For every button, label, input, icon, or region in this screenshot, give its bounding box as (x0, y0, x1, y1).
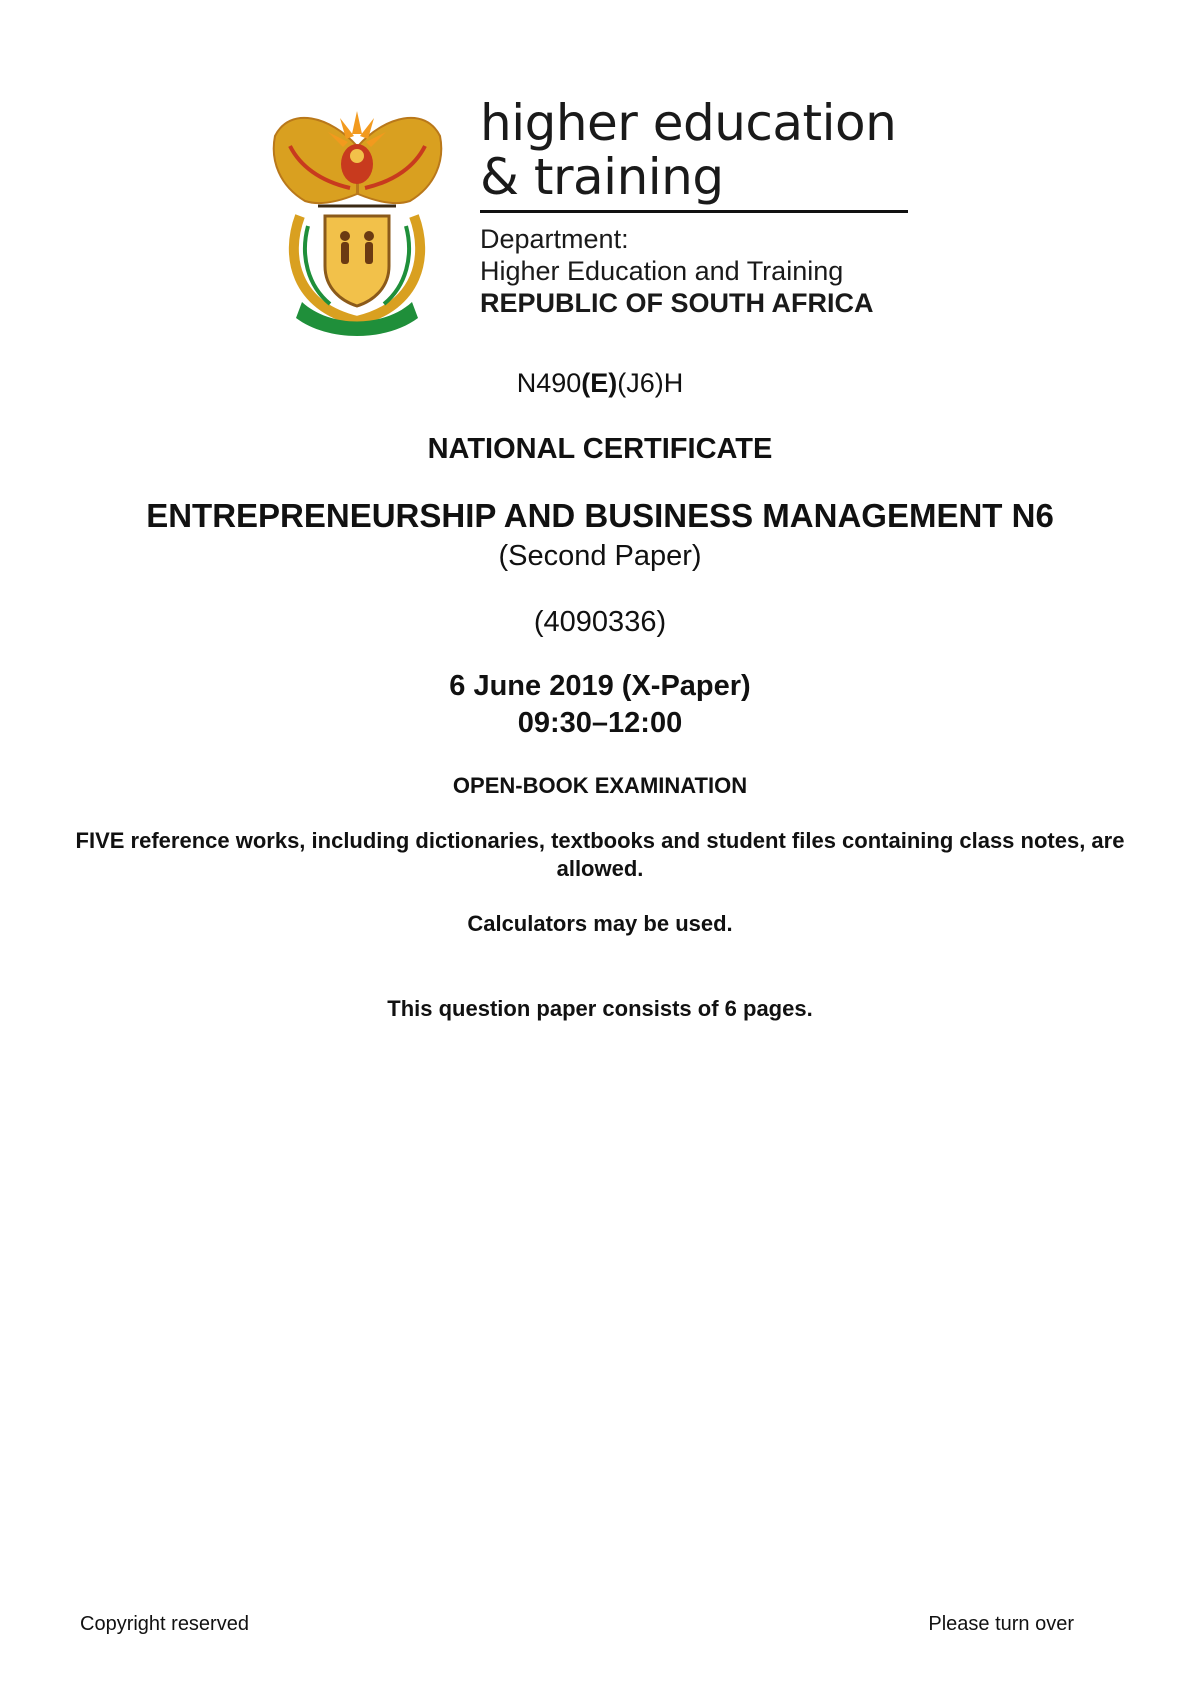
department-label: Department: (480, 224, 629, 254)
brand-text (480, 96, 910, 319)
brand-divider (480, 210, 908, 213)
paper-code-language: (E) (581, 368, 618, 398)
brand-line-2: & training (480, 148, 724, 206)
copyright-footer: Copyright reserved (80, 1613, 249, 1635)
subject-title: ENTREPRENEURSHIP AND BUSINESS MANAGEMENT N6 (146, 497, 1054, 534)
turn-over-footer: Please turn over (928, 1613, 1074, 1635)
certificate-title: NATIONAL CERTIFICATE (427, 433, 773, 465)
exam-time: 09:30–12:00 (517, 707, 683, 739)
country-name: REPUBLIC OF SOUTH AFRICA (480, 288, 874, 318)
coat-of-arms-logo (270, 106, 445, 336)
brand-line-1: higher education (480, 94, 897, 152)
paper-code (0, 366, 1200, 400)
reference-instructions: FIVE reference works, including dictionaries, textbooks and student files containing class notes, are allowed. (75, 828, 1125, 881)
department-name: Higher Education and Training (480, 256, 844, 286)
paper-label: (Second Paper) (498, 540, 702, 572)
page-count-note: This question paper consists of 6 pages. (387, 996, 813, 1021)
subject-number: (4090336) (533, 606, 667, 638)
exam-type: OPEN-BOOK EXAMINATION (452, 773, 748, 798)
paper-code-prefix: N490 (516, 368, 582, 398)
calculator-note: Calculators may be used. (467, 911, 733, 936)
paper-code-suffix: (J6)H (617, 368, 684, 398)
letterhead (270, 96, 910, 336)
exam-date: 6 June 2019 (X-Paper) (449, 670, 751, 702)
